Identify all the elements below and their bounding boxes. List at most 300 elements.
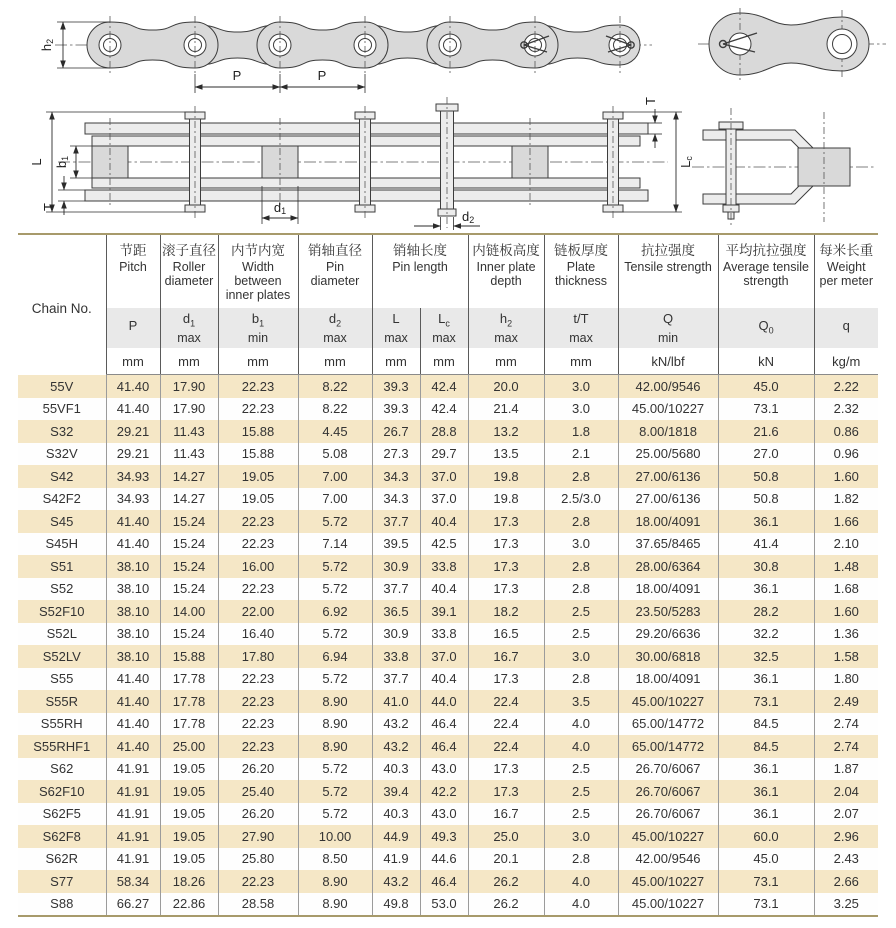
value-cell: 18.26 — [160, 870, 218, 893]
value-cell: 22.23 — [218, 578, 298, 601]
value-cell: 17.90 — [160, 398, 218, 421]
value-cell: 5.72 — [298, 555, 372, 578]
value-cell: 73.1 — [718, 893, 814, 917]
value-cell: 1.8 — [544, 420, 618, 443]
value-cell: 40.3 — [372, 803, 420, 826]
value-cell: 8.22 — [298, 375, 372, 398]
chain-no-cell: S55R — [18, 690, 106, 713]
value-cell: 1.48 — [814, 555, 878, 578]
value-cell: 36.1 — [718, 758, 814, 781]
value-cell: 28.2 — [718, 600, 814, 623]
value-cell: 16.5 — [468, 623, 544, 646]
value-cell: 2.43 — [814, 848, 878, 871]
value-cell: 60.0 — [718, 825, 814, 848]
value-cell: 2.74 — [814, 735, 878, 758]
value-cell: 22.23 — [218, 735, 298, 758]
value-cell: 20.0 — [468, 375, 544, 398]
value-cell: 39.3 — [372, 375, 420, 398]
value-cell: 42.4 — [420, 375, 468, 398]
value-cell: 41.40 — [106, 668, 160, 691]
value-cell: 4.0 — [544, 713, 618, 736]
value-cell: 2.5 — [544, 623, 618, 646]
value-cell: 33.8 — [420, 555, 468, 578]
value-cell: 18.00/4091 — [618, 510, 718, 533]
value-cell: 32.2 — [718, 623, 814, 646]
value-cell: 22.86 — [160, 893, 218, 917]
spec-table-body — [18, 375, 878, 917]
value-cell: 2.22 — [814, 375, 878, 398]
value-cell: 2.5 — [544, 780, 618, 803]
table-row — [18, 758, 878, 781]
chain-side-view-diagram — [39, 16, 652, 93]
col-sym-d1: $d_1$ max — [160, 308, 218, 348]
value-cell: 1.58 — [814, 645, 878, 668]
value-cell: 21.4 — [468, 398, 544, 421]
value-cell: 2.10 — [814, 533, 878, 556]
value-cell: 36.1 — [718, 803, 814, 826]
value-cell: 22.23 — [218, 510, 298, 533]
col-name-width-between-inner-plates: 内节内宽 Width between inner plates — [218, 234, 298, 308]
value-cell: 5.72 — [298, 803, 372, 826]
value-cell: 5.72 — [298, 510, 372, 533]
col-header-chain-no: Chain No. — [18, 234, 106, 375]
value-cell: 2.04 — [814, 780, 878, 803]
value-cell: 3.0 — [544, 825, 618, 848]
value-cell: 5.72 — [298, 578, 372, 601]
value-cell: 26.70/6067 — [618, 803, 718, 826]
table-row — [18, 803, 878, 826]
value-cell: 36.1 — [718, 578, 814, 601]
value-cell: 3.0 — [544, 533, 618, 556]
value-cell: 19.05 — [160, 803, 218, 826]
value-cell: 2.32 — [814, 398, 878, 421]
table-row — [18, 623, 878, 646]
value-cell: 8.00/1818 — [618, 420, 718, 443]
col-unit: kN/lbf — [618, 348, 718, 375]
value-cell: 45.00/10227 — [618, 825, 718, 848]
table-row — [18, 510, 878, 533]
value-cell: 19.05 — [218, 488, 298, 511]
chain-no-cell: S52 — [18, 578, 106, 601]
value-cell: 20.1 — [468, 848, 544, 871]
value-cell: 65.00/14772 — [618, 735, 718, 758]
col-name-inner-plate-depth: 内链板高度 Inner plate depth — [468, 234, 544, 308]
value-cell: 4.0 — [544, 735, 618, 758]
value-cell: 3.0 — [544, 398, 618, 421]
value-cell: 8.90 — [298, 893, 372, 917]
table-row — [18, 443, 878, 466]
value-cell: 7.00 — [298, 488, 372, 511]
value-cell: 46.4 — [420, 713, 468, 736]
value-cell: 2.07 — [814, 803, 878, 826]
value-cell: 46.4 — [420, 870, 468, 893]
table-row — [18, 398, 878, 421]
value-cell: 18.00/4091 — [618, 578, 718, 601]
value-cell: 41.91 — [106, 758, 160, 781]
value-cell: 19.8 — [468, 465, 544, 488]
value-cell: 3.0 — [544, 375, 618, 398]
value-cell: 15.88 — [218, 420, 298, 443]
table-row — [18, 893, 878, 917]
value-cell: 17.90 — [160, 375, 218, 398]
value-cell: 34.3 — [372, 488, 420, 511]
col-sym-b1: $b_1$ min — [218, 308, 298, 348]
svg-text:L: L — [29, 158, 44, 166]
value-cell: 26.70/6067 — [618, 780, 718, 803]
table-row — [18, 870, 878, 893]
value-cell: 46.4 — [420, 735, 468, 758]
value-cell: 6.94 — [298, 645, 372, 668]
value-cell: 22.23 — [218, 533, 298, 556]
chain-no-cell: S62F8 — [18, 825, 106, 848]
value-cell: 2.8 — [544, 848, 618, 871]
value-cell: 22.23 — [218, 690, 298, 713]
value-cell: 15.88 — [218, 443, 298, 466]
value-cell: 5.72 — [298, 780, 372, 803]
col-name-pitch: 节距 Pitch — [106, 234, 160, 308]
svg-text:P: P — [232, 68, 242, 83]
table-row — [18, 375, 878, 398]
value-cell: 3.0 — [544, 645, 618, 668]
value-cell: 17.3 — [468, 510, 544, 533]
value-cell: 22.4 — [468, 690, 544, 713]
col-unit: mm — [218, 348, 298, 375]
svg-text:d1: d1 — [273, 200, 287, 216]
value-cell: 22.4 — [468, 735, 544, 758]
col-sym-L: L max — [372, 308, 420, 348]
chain-no-cell: 55V — [18, 375, 106, 398]
value-cell: 7.14 — [298, 533, 372, 556]
value-cell: 39.3 — [372, 398, 420, 421]
col-sym-p: P — [106, 308, 160, 348]
value-cell: 2.8 — [544, 668, 618, 691]
value-cell: 8.90 — [298, 713, 372, 736]
spec-table — [18, 233, 878, 917]
chain-no-cell: S32 — [18, 420, 106, 443]
chain-no-cell: S51 — [18, 555, 106, 578]
chain-no-cell: S62 — [18, 758, 106, 781]
single-link-diagram — [698, 8, 886, 80]
value-cell: 2.5/3.0 — [544, 488, 618, 511]
value-cell: 0.96 — [814, 443, 878, 466]
value-cell: 22.23 — [218, 870, 298, 893]
dimension-T-top — [643, 97, 662, 148]
value-cell: 42.4 — [420, 398, 468, 421]
value-cell: 43.2 — [372, 735, 420, 758]
value-cell: 4.0 — [544, 893, 618, 917]
value-cell: 65.00/14772 — [618, 713, 718, 736]
value-cell: 5.72 — [298, 623, 372, 646]
value-cell: 17.3 — [468, 578, 544, 601]
value-cell: 2.74 — [814, 713, 878, 736]
value-cell: 26.20 — [218, 758, 298, 781]
value-cell: 16.00 — [218, 555, 298, 578]
chain-no-cell: S45 — [18, 510, 106, 533]
value-cell: 14.27 — [160, 465, 218, 488]
dimension-T-bottom — [41, 176, 85, 215]
value-cell: 38.10 — [106, 600, 160, 623]
value-cell: 2.96 — [814, 825, 878, 848]
value-cell: 37.0 — [420, 488, 468, 511]
value-cell: 2.8 — [544, 555, 618, 578]
chain-no-cell: S88 — [18, 893, 106, 917]
value-cell: 17.78 — [160, 713, 218, 736]
value-cell: 1.82 — [814, 488, 878, 511]
chain-no-cell: S55 — [18, 668, 106, 691]
svg-text:T: T — [643, 97, 658, 105]
value-cell: 34.3 — [372, 465, 420, 488]
value-cell: 6.92 — [298, 600, 372, 623]
value-cell: 17.78 — [160, 668, 218, 691]
value-cell: 17.78 — [160, 690, 218, 713]
value-cell: 44.9 — [372, 825, 420, 848]
table-row — [18, 825, 878, 848]
value-cell: 14.27 — [160, 488, 218, 511]
value-cell: 18.2 — [468, 600, 544, 623]
value-cell: 30.9 — [372, 555, 420, 578]
value-cell: 2.66 — [814, 870, 878, 893]
col-sym-tT: t/T max — [544, 308, 618, 348]
value-cell: 45.0 — [718, 375, 814, 398]
value-cell: 58.34 — [106, 870, 160, 893]
value-cell: 17.80 — [218, 645, 298, 668]
value-cell: 44.6 — [420, 848, 468, 871]
value-cell: 2.5 — [544, 758, 618, 781]
value-cell: 40.4 — [420, 668, 468, 691]
col-sym-q: q — [814, 308, 878, 348]
value-cell: 49.8 — [372, 893, 420, 917]
value-cell: 40.3 — [372, 758, 420, 781]
value-cell: 1.87 — [814, 758, 878, 781]
value-cell: 25.00 — [160, 735, 218, 758]
value-cell: 41.91 — [106, 825, 160, 848]
value-cell: 30.8 — [718, 555, 814, 578]
value-cell: 41.91 — [106, 848, 160, 871]
value-cell: 36.5 — [372, 600, 420, 623]
value-cell: 3.5 — [544, 690, 618, 713]
col-name-pin-diameter: 销轴直径 Pin diameter — [298, 234, 372, 308]
value-cell: 84.5 — [718, 713, 814, 736]
value-cell: 0.86 — [814, 420, 878, 443]
value-cell: 41.4 — [718, 533, 814, 556]
value-cell: 41.40 — [106, 690, 160, 713]
value-cell: 40.4 — [420, 578, 468, 601]
value-cell: 16.40 — [218, 623, 298, 646]
value-cell: 34.93 — [106, 488, 160, 511]
value-cell: 32.5 — [718, 645, 814, 668]
chain-no-cell: 55VF1 — [18, 398, 106, 421]
value-cell: 27.00/6136 — [618, 465, 718, 488]
value-cell: 38.10 — [106, 578, 160, 601]
value-cell: 73.1 — [718, 690, 814, 713]
value-cell: 27.0 — [718, 443, 814, 466]
value-cell: 15.24 — [160, 578, 218, 601]
value-cell: 17.3 — [468, 758, 544, 781]
col-unit: mm — [298, 348, 372, 375]
col-name-weight-per-meter: 每米长重 Weight per meter — [814, 234, 878, 308]
value-cell: 41.40 — [106, 398, 160, 421]
value-cell: 22.23 — [218, 398, 298, 421]
value-cell: 42.5 — [420, 533, 468, 556]
table-row — [18, 600, 878, 623]
value-cell: 28.00/6364 — [618, 555, 718, 578]
value-cell: 25.80 — [218, 848, 298, 871]
value-cell: 37.0 — [420, 645, 468, 668]
col-unit: mm — [372, 348, 420, 375]
value-cell: 36.1 — [718, 510, 814, 533]
value-cell: 19.8 — [468, 488, 544, 511]
chain-no-cell: S55RHF1 — [18, 735, 106, 758]
value-cell: 1.80 — [814, 668, 878, 691]
value-cell: 43.0 — [420, 803, 468, 826]
table-row — [18, 578, 878, 601]
value-cell: 25.00/5680 — [618, 443, 718, 466]
value-cell: 50.8 — [718, 488, 814, 511]
chain-plan-view-diagram — [29, 97, 694, 230]
value-cell: 42.00/9546 — [618, 848, 718, 871]
value-cell: 22.4 — [468, 713, 544, 736]
value-cell: 17.3 — [468, 780, 544, 803]
value-cell: 41.40 — [106, 735, 160, 758]
value-cell: 8.90 — [298, 735, 372, 758]
value-cell: 1.66 — [814, 510, 878, 533]
value-cell: 45.00/10227 — [618, 870, 718, 893]
chain-no-cell: S62R — [18, 848, 106, 871]
value-cell: 5.72 — [298, 758, 372, 781]
chain-no-cell: S45H — [18, 533, 106, 556]
chain-no-cell: S62F10 — [18, 780, 106, 803]
value-cell: 2.1 — [544, 443, 618, 466]
svg-text:T: T — [41, 203, 56, 211]
value-cell: 49.3 — [420, 825, 468, 848]
col-name-average-tensile-strength: 平均抗拉强度 Average tensile strength — [718, 234, 814, 308]
value-cell: 38.10 — [106, 645, 160, 668]
value-cell: 4.0 — [544, 870, 618, 893]
value-cell: 43.2 — [372, 713, 420, 736]
svg-text:P: P — [317, 68, 327, 83]
value-cell: 8.22 — [298, 398, 372, 421]
table-row — [18, 645, 878, 668]
value-cell: 66.27 — [106, 893, 160, 917]
value-cell: 36.1 — [718, 668, 814, 691]
value-cell: 15.24 — [160, 510, 218, 533]
value-cell: 5.72 — [298, 668, 372, 691]
value-cell: 16.7 — [468, 645, 544, 668]
svg-text:d2: d2 — [462, 209, 475, 225]
value-cell: 41.9 — [372, 848, 420, 871]
chain-no-cell: S42F2 — [18, 488, 106, 511]
value-cell: 15.24 — [160, 533, 218, 556]
table-row — [18, 420, 878, 443]
value-cell: 1.60 — [814, 465, 878, 488]
value-cell: 37.0 — [420, 465, 468, 488]
value-cell: 29.21 — [106, 443, 160, 466]
col-sym-Q: Q min — [618, 308, 718, 348]
value-cell: 37.7 — [372, 578, 420, 601]
value-cell: 50.8 — [718, 465, 814, 488]
value-cell: 43.2 — [372, 870, 420, 893]
value-cell: 25.40 — [218, 780, 298, 803]
col-unit: kg/m — [814, 348, 878, 375]
value-cell: 39.5 — [372, 533, 420, 556]
table-row — [18, 780, 878, 803]
value-cell: 37.7 — [372, 668, 420, 691]
table-row — [18, 735, 878, 758]
value-cell: 45.00/10227 — [618, 398, 718, 421]
value-cell: 17.3 — [468, 555, 544, 578]
value-cell: 22.23 — [218, 713, 298, 736]
value-cell: 18.00/4091 — [618, 668, 718, 691]
value-cell: 44.0 — [420, 690, 468, 713]
value-cell: 43.0 — [420, 758, 468, 781]
table-row — [18, 690, 878, 713]
table-row — [18, 533, 878, 556]
value-cell: 53.0 — [420, 893, 468, 917]
value-cell: 21.6 — [718, 420, 814, 443]
value-cell: 33.8 — [372, 645, 420, 668]
value-cell: 40.4 — [420, 510, 468, 533]
col-unit: mm — [106, 348, 160, 375]
value-cell: 73.1 — [718, 870, 814, 893]
svg-text:h2: h2 — [39, 38, 55, 52]
chain-technical-drawing — [0, 0, 896, 232]
value-cell: 42.00/9546 — [618, 375, 718, 398]
value-cell: 5.08 — [298, 443, 372, 466]
col-unit: mm — [468, 348, 544, 375]
table-row — [18, 713, 878, 736]
value-cell: 17.3 — [468, 668, 544, 691]
value-cell: 45.00/10227 — [618, 893, 718, 917]
chain-no-cell: S62F5 — [18, 803, 106, 826]
value-cell: 41.91 — [106, 803, 160, 826]
value-cell: 22.23 — [218, 668, 298, 691]
value-cell: 84.5 — [718, 735, 814, 758]
value-cell: 19.05 — [218, 465, 298, 488]
value-cell: 26.7 — [372, 420, 420, 443]
value-cell: 41.91 — [106, 780, 160, 803]
value-cell: 10.00 — [298, 825, 372, 848]
col-sym-Q0: $Q_0$ — [718, 308, 814, 348]
value-cell: 15.24 — [160, 623, 218, 646]
table-row — [18, 668, 878, 691]
value-cell: 4.45 — [298, 420, 372, 443]
value-cell: 19.05 — [160, 825, 218, 848]
value-cell: 39.4 — [372, 780, 420, 803]
value-cell: 36.1 — [718, 780, 814, 803]
value-cell: 26.70/6067 — [618, 758, 718, 781]
value-cell: 19.05 — [160, 758, 218, 781]
col-sym-h2: $h_2$ max — [468, 308, 544, 348]
col-unit: mm — [160, 348, 218, 375]
value-cell: 30.9 — [372, 623, 420, 646]
chain-no-cell: S32V — [18, 443, 106, 466]
value-cell: 26.2 — [468, 893, 544, 917]
table-row — [18, 488, 878, 511]
value-cell: 27.00/6136 — [618, 488, 718, 511]
value-cell: 15.88 — [160, 645, 218, 668]
value-cell: 27.3 — [372, 443, 420, 466]
value-cell: 13.5 — [468, 443, 544, 466]
value-cell: 37.7 — [372, 510, 420, 533]
value-cell: 13.2 — [468, 420, 544, 443]
chain-no-cell: S55RH — [18, 713, 106, 736]
col-unit: kN — [718, 348, 814, 375]
col-name-roller-diameter: 滚子直径 Roller diameter — [160, 234, 218, 308]
value-cell: 37.65/8465 — [618, 533, 718, 556]
value-cell: 45.00/10227 — [618, 690, 718, 713]
value-cell: 30.00/6818 — [618, 645, 718, 668]
value-cell: 19.05 — [160, 848, 218, 871]
